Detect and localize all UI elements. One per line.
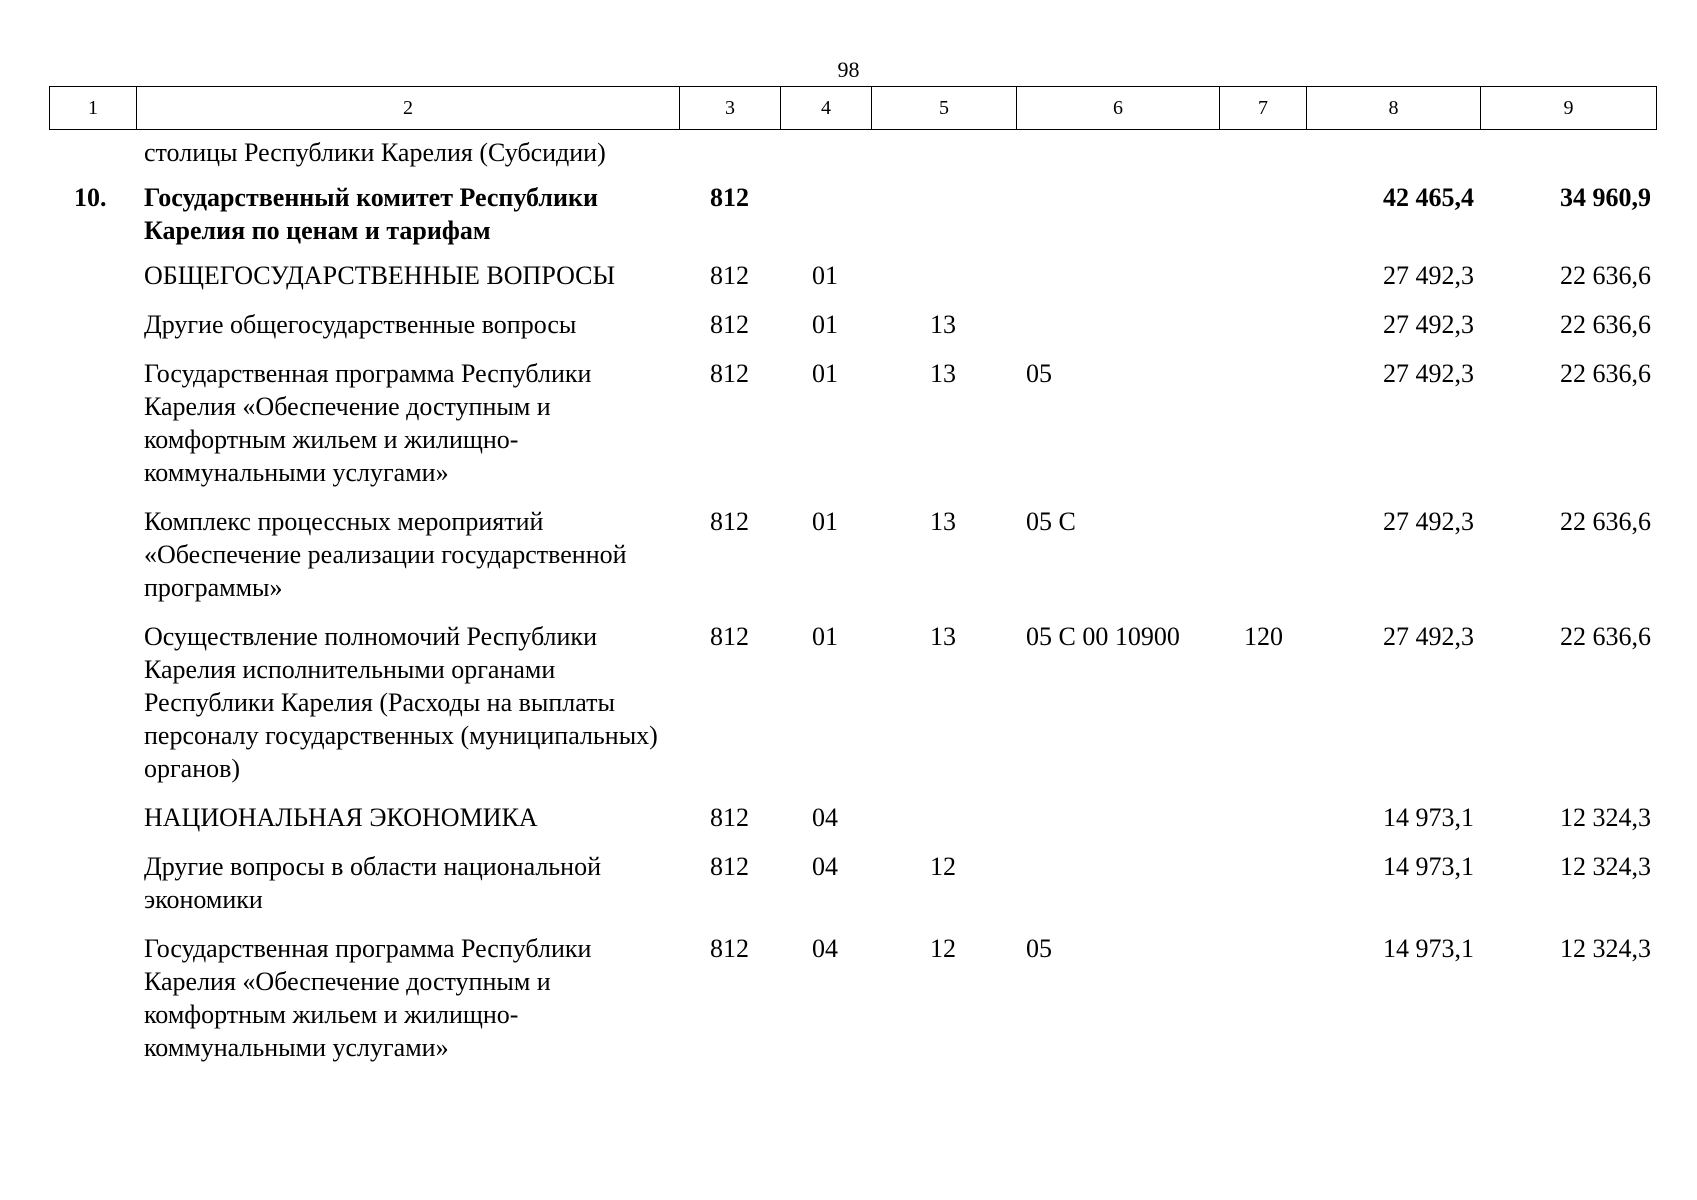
- cell-col5: 13: [930, 507, 956, 536]
- row-name: Государственный комитет Республики Карелия по ценам и тарифам: [144, 183, 598, 245]
- row-name: НАЦИОНАЛЬНАЯ ЭКОНОМИКА: [144, 803, 538, 832]
- row-name: Другие общегосударственные вопросы: [144, 310, 577, 339]
- row-name: Осуществление полномочий Республики Карелия исполнительными органами Республики Карелия (Расходы на выплаты персоналу государственных (муниципальных) органов): [144, 622, 658, 783]
- cell-col3: 812: [710, 852, 749, 881]
- table-row: [0, 136, 1697, 169]
- page-number: 98: [837, 57, 860, 82]
- cell-col8: 42 465,4: [1383, 183, 1474, 212]
- cell-col9: 12 324,3: [1560, 852, 1651, 881]
- cell-col8: 27 492,3: [1383, 359, 1474, 388]
- table-row: [0, 801, 1697, 834]
- cell-col5: 12: [930, 934, 956, 963]
- cell-col8: 14 973,1: [1383, 934, 1474, 963]
- cell-col9: 22 636,6: [1560, 507, 1651, 536]
- cell-col9: 22 636,6: [1560, 310, 1651, 339]
- table-row: [0, 505, 1697, 604]
- cell-col4: 01: [812, 261, 838, 290]
- cell-col8: 14 973,1: [1383, 803, 1474, 832]
- cell-col6: 05: [1026, 359, 1052, 388]
- cell-col3: 812: [710, 359, 749, 388]
- row-name: Другие вопросы в области национальной экономики: [144, 852, 601, 914]
- cell-col3: 812: [710, 183, 749, 212]
- cell-col8: 27 492,3: [1383, 507, 1474, 536]
- cell-col8: 27 492,3: [1383, 622, 1474, 651]
- table-row: [0, 620, 1697, 785]
- cell-col4: 01: [812, 310, 838, 339]
- column-header-6: 6: [1017, 87, 1220, 130]
- column-header-5: 5: [872, 87, 1017, 130]
- cell-col5: 13: [930, 622, 956, 651]
- table-row: [0, 259, 1697, 292]
- table-row: [0, 850, 1697, 916]
- column-header-7: 7: [1220, 87, 1307, 130]
- cell-col8: 27 492,3: [1383, 310, 1474, 339]
- row-name: столицы Республики Карелия (Субсидии): [144, 138, 606, 167]
- cell-col3: 812: [710, 934, 749, 963]
- cell-col9: 12 324,3: [1560, 934, 1651, 963]
- row-number: 10.: [74, 183, 107, 212]
- column-header-8: 8: [1307, 87, 1481, 130]
- column-header-3: 3: [680, 87, 781, 130]
- row-name: Государственная программа Республики Карелия «Обеспечение доступным и комфортным жильем и жилищно-коммунальными услугами»: [144, 359, 592, 487]
- table-row: [0, 357, 1697, 489]
- cell-col8: 27 492,3: [1383, 261, 1474, 290]
- cell-col3: 812: [710, 622, 749, 651]
- row-name: Комплекс процессных мероприятий «Обеспечение реализации государственной программы»: [144, 507, 627, 602]
- column-header-2: 2: [137, 87, 680, 130]
- cell-col5: 12: [930, 852, 956, 881]
- row-name: Государственная программа Республики Карелия «Обеспечение доступным и комфортным жильем и жилищно-коммунальными услугами»: [144, 934, 592, 1062]
- cell-col6: 05: [1026, 934, 1052, 963]
- cell-col5: 13: [930, 310, 956, 339]
- cell-col4: 01: [812, 622, 838, 651]
- cell-col5: 13: [930, 359, 956, 388]
- column-header-9: 9: [1481, 87, 1657, 130]
- cell-col3: 812: [710, 261, 749, 290]
- table-row-section: [0, 181, 1697, 247]
- table-body: [0, 136, 1697, 1080]
- cell-col4: 01: [812, 507, 838, 536]
- cell-col6: 05 С: [1026, 507, 1076, 536]
- cell-col3: 812: [710, 507, 749, 536]
- cell-col4: 01: [812, 359, 838, 388]
- cell-col4: 04: [812, 803, 838, 832]
- table-row: [0, 308, 1697, 341]
- column-header-1: 1: [50, 87, 137, 130]
- cell-col6: 05 С 00 10900: [1026, 622, 1180, 651]
- column-header-4: 4: [781, 87, 872, 130]
- row-name: ОБЩЕГОСУДАРСТВЕННЫЕ ВОПРОСЫ: [144, 261, 616, 290]
- cell-col7: 120: [1244, 622, 1283, 651]
- table-header-row: [49, 86, 1657, 130]
- cell-col4: 04: [812, 934, 838, 963]
- cell-col4: 04: [812, 852, 838, 881]
- cell-col9: 34 960,9: [1560, 183, 1651, 212]
- cell-col9: 22 636,6: [1560, 359, 1651, 388]
- cell-col8: 14 973,1: [1383, 852, 1474, 881]
- cell-col3: 812: [710, 310, 749, 339]
- cell-col9: 22 636,6: [1560, 261, 1651, 290]
- table-row: [0, 932, 1697, 1064]
- cell-col9: 22 636,6: [1560, 622, 1651, 651]
- cell-col3: 812: [710, 803, 749, 832]
- cell-col9: 12 324,3: [1560, 803, 1651, 832]
